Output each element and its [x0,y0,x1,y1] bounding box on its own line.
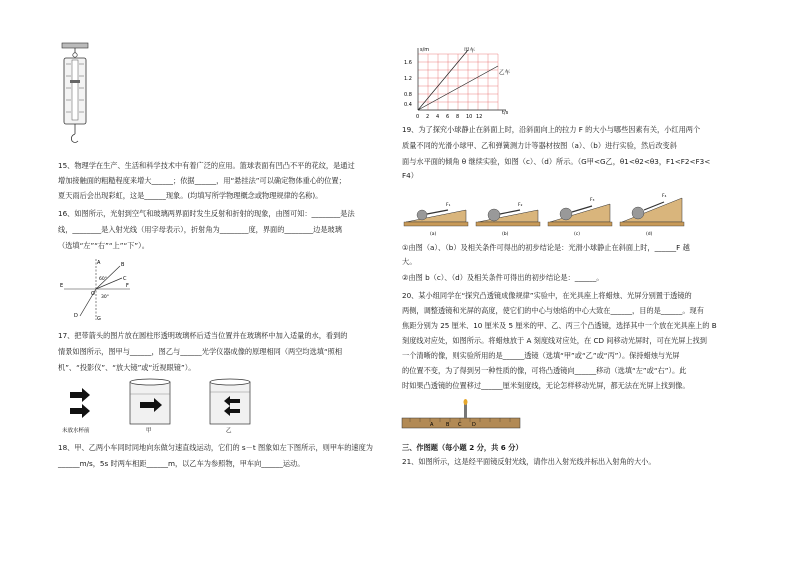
ytick-0.4: 0.4 [404,102,412,108]
label-O: O [91,291,95,297]
q16-line-3: （选填“左”“右”“上”“下”）。 [58,241,149,250]
optical-bench-figure [400,396,522,436]
ytick-0.8: 0.8 [404,92,412,98]
xtick-6: 6 [446,114,450,120]
q15-line-1: 15、物理学在生产、生活和科学技术中有着广泛的应用。篮球表面有凹凸不平的花纹，是通过 [58,161,355,170]
ytick-1.2: 1.2 [404,76,412,82]
label-D: D [74,313,78,319]
label-B: B [121,262,125,268]
graph-xlabel: t/s [502,110,509,116]
q17-line-1: 17、把带箭头的图片放在圆柱形透明玻璃杯后适当位置并在玻璃杯中加入适量的水，看到的 [58,331,348,340]
st-graph [398,46,520,120]
incline-figures [402,188,688,238]
q20-line-6: 的位置不变，为了得到另一种性质的像，可将凸透镜向______移动（选填“左”或“右”）。此 [402,366,687,375]
bench-A: A [430,422,434,428]
xtick-2: 2 [426,114,430,120]
q19-line-4: F4） [402,171,418,180]
q16-line-1: 16、如图所示，光射到空气和玻璃两界面时发生反射和折射的现象，由图可知：________是法 [58,209,355,218]
label-C: C [123,276,127,282]
q17-line-2: 情景如图所示，图甲与______，图乙与______光学仪器成像的原理相同（两空均选填“照相 [58,347,343,356]
beaker-figure [60,378,270,436]
xtick-0: 0 [416,114,420,120]
q19-answer-2: 大。 [402,257,417,266]
bench-C: C [458,422,462,428]
label-G: G [97,316,101,322]
label-E: E [60,283,64,289]
bench-D: D [472,422,476,428]
caption-d: (d) [646,232,653,237]
q15-line-3: 夏天雨后会出现彩虹，这是______现象。(均填写所学物理概念或物理规律的名称)。 [58,191,323,200]
series-jia: 甲车 [464,48,476,54]
angle-60: 60° [99,277,107,282]
label-F: F [126,283,129,289]
q18-line-2: ______m/s，5s 时两车相距______m，以乙车为参照物，甲车向______运动。 [58,459,305,468]
caption-c: (c) [574,232,580,237]
q19-line-1: 19、为了探究小球静止在斜面上时，沿斜面向上的拉力 F 的大小与哪些因素有关，小红用两个 [402,125,701,134]
force-4: F₄ [662,194,667,199]
bench-B: B [446,422,450,428]
q20-line-2: 两侧，调整透镜和光屏的高度，使它们的中心与烛焰的中心大致在______，目的是______。现有 [402,306,704,315]
caption-a: (a) [430,232,437,237]
section3-heading: 三、作图题（每小题 2 分，共 6 分） [402,443,523,452]
series-yi: 乙车 [499,70,511,76]
ytick-1.6: 1.6 [404,60,412,66]
q19-line-3: 面与水平面的倾角 θ 继续实验，如图（c）、（d）所示。（G甲<G乙，θ1<θ2<θ3，F1<F2<F3< [402,157,711,166]
q20-line-3: 焦距分别为 25 厘米、10 厘米及 5 厘米的甲、乙、丙三个凸透镜，选择其中一个放在光具座上的 B [402,321,717,330]
q19-line-2: 质量不同的光滑小球甲、乙和弹簧测力计等器材按图（a）、（b）进行实验，然后改变斜 [402,141,677,150]
xtick-12: 12 [476,114,483,120]
force-1: F₁ [446,203,451,208]
xtick-4: 4 [436,114,440,120]
spring-scale-figure [58,42,92,152]
q20-line-1: 20、某小组同学在“探究凸透镜成像规律”实验中，在光具座上将蜡烛、光屏分别置于透镜的 [402,291,692,300]
caption-b: (b) [502,232,509,237]
label-A: A [97,260,101,266]
q19-answer-1: ①由图（a）、（b）及相关条件可得出的初步结论是：光滑小球静止在斜面上时，______F 越 [402,243,690,252]
q18-line-1: 18、甲、乙两小车同时同地向东做匀速直线运动，它们的 s－t 图象如左下图所示，则甲车的速度为 [58,443,373,452]
q21-line: 21、如图所示，这是经平面镜反射光线，请作出入射光线并标出入射角的大小。 [402,457,656,466]
force-3: F₃ [590,198,595,203]
xtick-10: 10 [466,114,473,120]
q17-line-3: 机”、“投影仪”、“放大镜”或“近视眼镜”）。 [58,363,196,372]
refraction-figure [60,256,132,322]
xtick-8: 8 [456,114,460,120]
force-2: F₂ [518,203,523,208]
q20-line-4: 刻度线对应处，如图所示。将蜡烛放于 A 刻度线对应处，在 CD 间移动光屏时，可在光屏上找到 [402,336,707,345]
caption-yi: 乙 [226,428,232,434]
q16-line-2: 线，________是入射光线（用字母表示），折射角为________度，界面的________边是玻璃 [58,225,342,234]
angle-30: 30° [101,295,109,300]
q20-line-5: 一个清晰的像，则实验所用的是______透镜（选填“甲”或“乙”或“丙”）。保持蜡烛与光屏 [402,351,680,360]
caption-jia: 甲 [146,428,152,434]
q15-line-2: 增加接触面的粗糙程度来增大______；依据______，用“悬挂法”可以确定物体重心的位置； [58,176,346,185]
caption-before: 未放水杯前 [62,428,90,434]
q20-line-7: 时如果凸透镜的位置移过______厘米刻度线，无论怎样移动光屏，都无法在光屏上找到像。 [402,381,690,390]
graph-ylabel: s/m [420,47,430,53]
q19-answer-3: ②由图 b（c）、（d）及相关条件可得出的初步结论是：______。 [402,273,604,282]
